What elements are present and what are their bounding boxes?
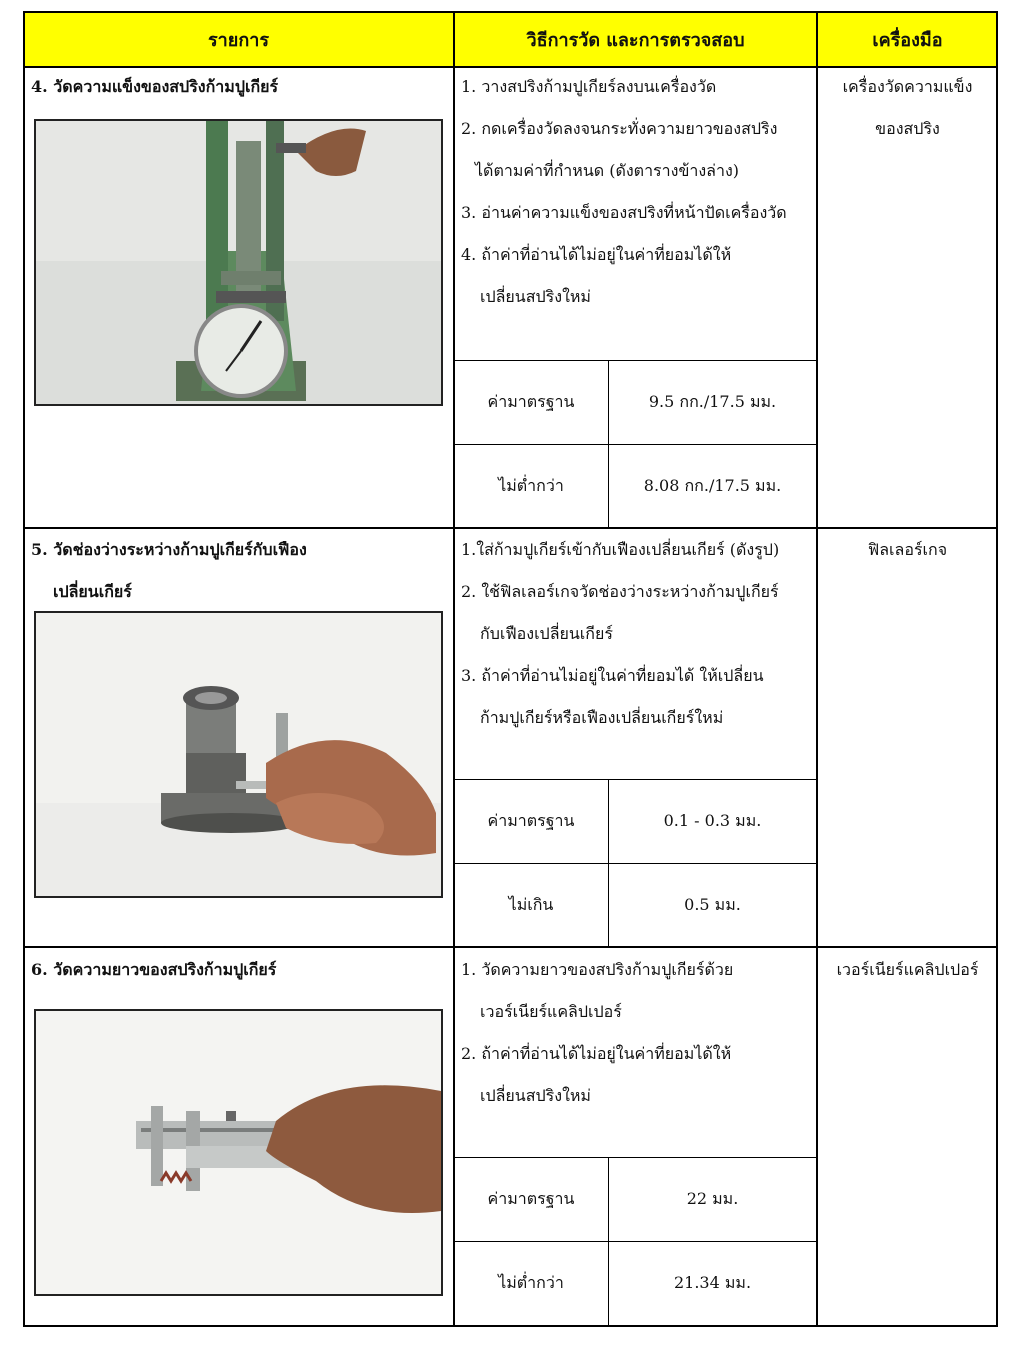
row4-spec-label-1: ค่ามาตรฐาน [487, 392, 575, 411]
row4-step-1: 1. วางสปริงก้ามปูเกียร์ลงบนเครื่องวัด [461, 77, 717, 96]
row6-tool-line-1: เวอร์เนียร์แคลิปเปอร์ [836, 960, 979, 979]
row5-step-3b: ก้ามปูเกียร์หรือเฟืองเปลี่ยนเกียร์ใหม่ [480, 708, 724, 727]
row5-spec-label-2: ไม่เกิน [508, 894, 554, 914]
row4-tool-line-1: เครื่องวัดความแข็ง [842, 77, 973, 96]
row4-tool-line-2: ของสปริง [875, 119, 940, 138]
row5-spec-label-1: ค่ามาตรฐาน [487, 811, 575, 830]
header-tool: เครื่องมือ [817, 11, 998, 67]
row6-title: 6. วัดความยาวของสปริงก้ามปูเกียร์ [31, 960, 277, 979]
row6-step-2b: เปลี่ยนสปริงใหม่ [480, 1086, 591, 1105]
row5-tool-line-1: ฟิลเลอร์เกจ [867, 540, 948, 559]
spring-hardness-tester-photo [34, 119, 443, 406]
row6-spec-label-2: ไม่ต่ำกว่า [498, 1273, 564, 1292]
row5-title: 5. วัดช่องว่างระหว่างก้ามปูเกียร์กับเฟือง [31, 540, 307, 559]
row6-spec-value-2: 21.34 มม. [673, 1273, 752, 1292]
row5-step-2b: กับเฟืองเปลี่ยนเกียร์ [480, 624, 613, 643]
row5-step-1: 1.ใส่ก้ามปูเกียร์เข้ากับเฟืองเปลี่ยนเกียร์ (ดังรูป) [461, 540, 780, 559]
row6-step-2: 2. ถ้าค่าที่อ่านได้ไม่อยู่ในค่าที่ยอมได้ให้ [461, 1044, 732, 1063]
row4-title: 4. วัดความแข็งของสปริงก้ามปูเกียร์ [31, 77, 279, 96]
row4-step-2: 2. กดเครื่องวัดลงจนกระทั่งความยาวของสปริง [461, 119, 778, 138]
row5-step-3: 3. ถ้าค่าที่อ่านไม่อยู่ในค่าที่ยอมได้ ให้เปลี่ยน [461, 666, 764, 685]
row4-step-4: 4. ถ้าค่าที่อ่านได้ไม่อยู่ในค่าที่ยอมได้ให้ [461, 245, 732, 264]
header-method: วิธีการวัด และการตรวจสอบ [454, 11, 817, 67]
row5-step-2: 2. ใช้ฟิลเลอร์เกจวัดช่องว่างระหว่างก้ามปูเกียร์ [461, 582, 779, 601]
feeler-gauge-gear-photo [34, 611, 443, 898]
row5-spec-value-2: 0.5 มม. [684, 894, 741, 914]
row6-step-1: 1. วัดความยาวของสปริงก้ามปูเกียร์ด้วย [461, 960, 734, 979]
inspection-table [23, 11, 998, 1327]
row4-step-2b: ได้ตามค่าที่กำหนด (ดังตารางข้างล่าง) [475, 161, 740, 180]
row6-spec-value-1: 22 มม. [686, 1189, 739, 1208]
row5-spec-value-1: 0.1 - 0.3 มม. [663, 811, 762, 830]
row5-title-2: เปลี่ยนเกียร์ [53, 582, 132, 601]
row4-step-3: 3. อ่านค่าความแข็งของสปริงที่หน้าปัดเครื่องวัด [461, 203, 787, 222]
row4-spec-value-2: 8.08 กก./17.5 มม. [643, 475, 782, 495]
header-item: รายการ [23, 11, 454, 67]
row6-step-1b: เวอร์เนียร์แคลิปเปอร์ [480, 1002, 622, 1021]
row4-step-4b: เปลี่ยนสปริงใหม่ [480, 287, 591, 306]
row6-spec-label-1: ค่ามาตรฐาน [487, 1189, 575, 1208]
vernier-caliper-spring-photo [34, 1009, 443, 1296]
row4-spec-label-2: ไม่ต่ำกว่า [498, 475, 564, 495]
row4-spec-value-1: 9.5 กก./17.5 มม. [648, 392, 777, 411]
